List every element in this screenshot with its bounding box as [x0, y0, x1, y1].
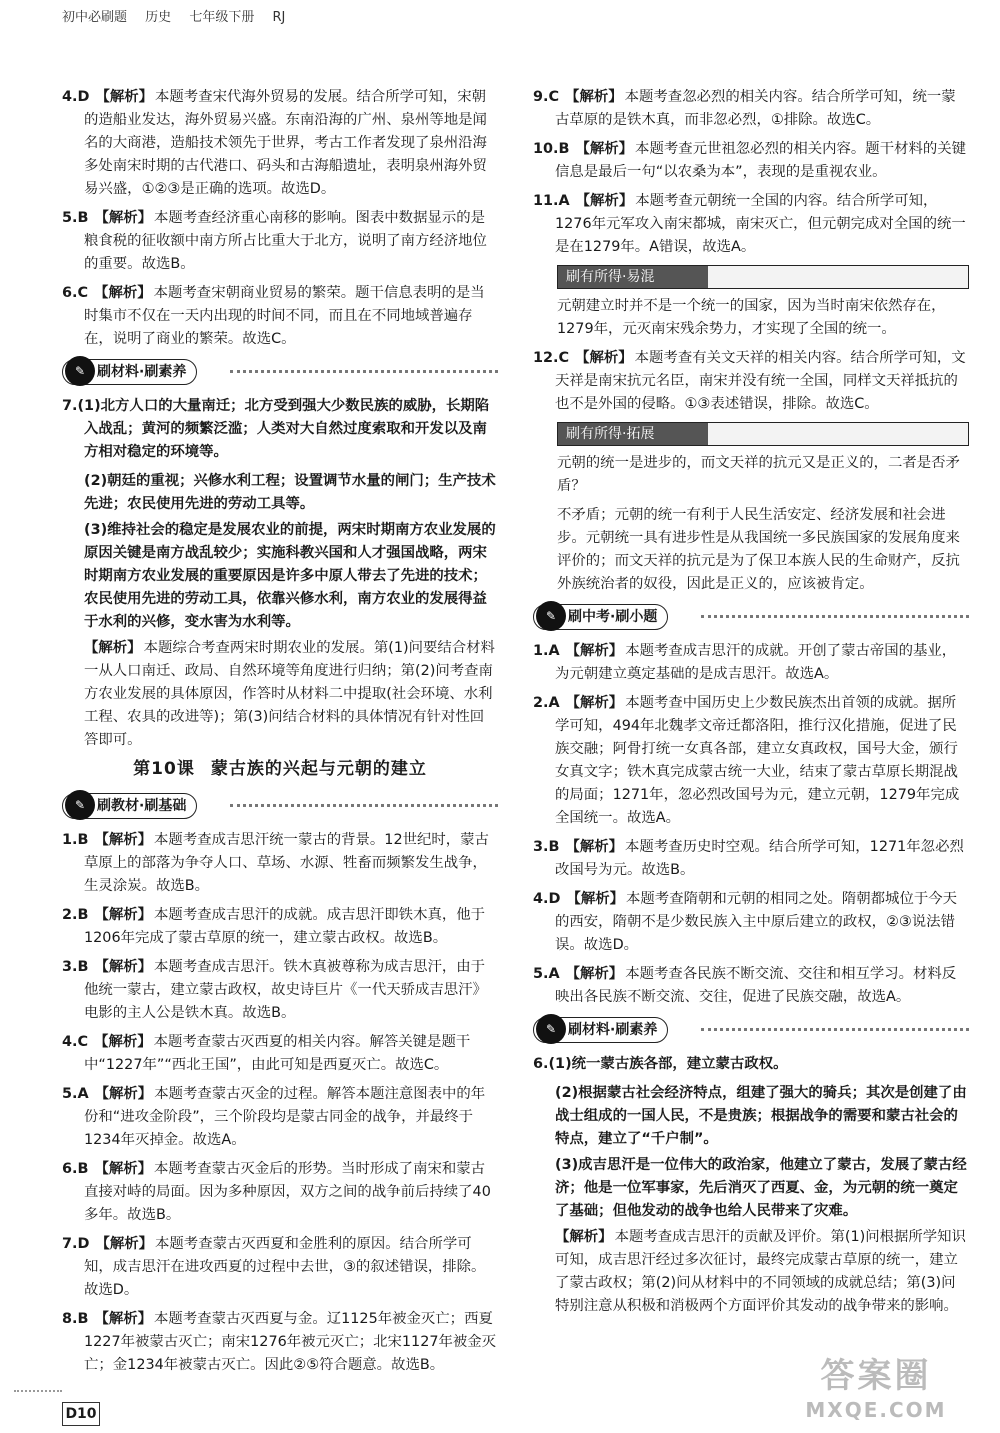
edition-name: RJ [272, 10, 286, 25]
subject-name: 历史 [145, 10, 172, 25]
dotted-divider [701, 615, 969, 618]
answer-item: 1.A 【解析】 本题考查成吉思汗的成就。开创了蒙古帝国的基业，为元朝建立奠定基础的是成吉思汗。故选A。 [533, 643, 957, 682]
dotted-divider [701, 1028, 969, 1031]
answer-item: 6.(1)统一蒙古族各部，建立蒙古政权。 [533, 1056, 788, 1072]
tip-text: 元朝建立时并不是一个统一的国家，因为当时南宋依然存在，1279年，元灭南宋残余势力，才实现了全国的统一。 [557, 298, 946, 337]
answer-item: 7.(1)北方人口的大量南迁；北方受到强大少数民族的威胁，长期陷入战乱；黄河的频繁泛滥；人类对大自然过度索取和开发以及南方相对稳定的环境等。 [62, 398, 490, 460]
answer-item: 6.B 【解析】 本题考查蒙古灭金后的形势。当时形成了南宋和蒙古直接对峙的局面。因为多种原因，双方之间的战争前后持续了40多年。故选B。 [62, 1161, 491, 1223]
answer-item: 4.D 【解析】 本题考查隋朝和元朝的相同之处。隋朝都城位于今天的西安，隋朝不是少数民族入主中原后建立的政权，②③说法错误。故选D。 [533, 891, 958, 953]
series-name: 初中必刷题 [62, 10, 128, 25]
answer-item: 4.C 【解析】 本题考查蒙古灭西夏的相关内容。解答关键是题干中“1227年”“西北王国”，由此可知是西夏灭亡。故选C。 [62, 1034, 471, 1073]
dotted-divider [230, 804, 498, 807]
answer-item: 12.C 【解析】 本题考查有关文天祥的相关内容。结合所学可知，文天祥是南宋抗元名臣，南宋并没有统一全国，同样文天祥抵抗的也不是外国的侵略。①③表述错误，排除。故选C。 [533, 350, 966, 412]
watermark-url: MXQE.COM [805, 1398, 947, 1422]
answer-paragraph: (3)成吉思汗是一位伟大的政治家，他建立了蒙古，发展了蒙古经济；他是一位军事家，先后消灭了西夏、金，为元朝的统一奠定了基础；但他发动的战争也给人民带来了灾难。 [555, 1157, 967, 1219]
answer-item: 10.B 【解析】 本题考查元世祖忽必烈的相关内容。题干材料的关键信息是最后一句“以农桑为本”，表现的是重视农业。 [533, 141, 967, 180]
answer-item: 8.B 【解析】 本题考查蒙古灭西夏与金。辽1125年被金灭亡；西夏1227年被蒙古灭亡；南宋1276年被元灭亡；北宋1127年被金灭亡；金1234年被蒙古灭亡。因此②⑤符合题意。故选B。 [62, 1311, 497, 1373]
tip-bar: 刷有所得·易混 [557, 265, 969, 289]
watermark-text: 答案圈 [820, 1356, 932, 1396]
answer-item: 7.D 【解析】 本题考查蒙古灭西夏和金胜利的原因。结合所学可知，成吉思汗在进攻西夏的过程中去世，③的叙述错误，排除。故选D。 [62, 1236, 486, 1298]
dotted-divider [230, 370, 498, 373]
answer-item: 9.C 【解析】 本题考查忽必烈的相关内容。结合所学可知，统一蒙古草原的是铁木真，而非忽必烈，①排除。故选C。 [533, 89, 956, 128]
answer-item: 5.A 【解析】 本题考查各民族不断交流、交往和相互学习。材料反映出各民族不断交流、交往，促进了民族交融，故选A。 [533, 966, 957, 1005]
answer-paragraph: (2)朝廷的重视；兴修水利工程；设置调节水量的闸门；生产技术先进；农民使用先进的劳动工具等。 [84, 473, 496, 512]
answer-paragraph: (2)根据蒙古社会经济特点，组建了强大的骑兵；其次是创建了由战士组成的一国人民，不是贵族；根据战争的需要和蒙古社会的特点，建立了“千户制”。 [555, 1085, 967, 1147]
answer-item: 3.B 【解析】 本题考查历史时空观。结合所学可知，1271年忽必烈改国号为元。故选B。 [533, 839, 964, 878]
watermark [776, 1354, 976, 1432]
answer-paragraph: (3)维持社会的稳定是发展农业的前提，两宋时期南方农业发展的原因关键是南方战乱较少；实施科教兴国和人才强国战略，两宋时期南方农业发展的重要原因是许多中原人带去了先进的技术；农民使用先进的劳动工具，依靠兴修水利，南方农业的发展得益于水利的兴修，变水害为水利等。 [84, 522, 496, 630]
book-icon: ✎ [536, 1014, 566, 1044]
page-number: D10 [62, 1402, 100, 1426]
answer-item: 3.B 【解析】 本题考查成吉思汗。铁木真被尊称为成吉思汗，由于他统一蒙古，建立蒙古政权，故史诗巨片《一代天骄成吉思汗》电影的主人公是铁木真。故选B。 [62, 959, 487, 1021]
book-icon: ✎ [65, 356, 95, 386]
analysis-paragraph: 【解析】 本题综合考查两宋时期农业的发展。第(1)问要结合材料一从人口南迁、政局、自然环境等角度进行归纳；第(2)问考查南方农业发展的具体原因，作答时从材料二中提取(社会环境、水利工程、农具的改进等)；第(3)问结合材料的具体情况有针对性回答即可。 [84, 640, 495, 748]
tip-question: 元朝的统一是进步的，而文天祥的抗元又是正义的，二者是否矛盾？ [557, 455, 960, 494]
answer-item: 4.D 【解析】 本题考查宋代海外贸易的发展。结合所学可知，宋朝的造船业发达，海外贸易兴盛。东南沿海的广州、泉州等地是闻名的大商港，造船技术领先于世界，考古工作者发现了泉州沿海多处南宋时期的古代港口、码头和古海船遗址，表明泉州海外贸易兴盛，①②③是正确的选项。故选D。 [62, 89, 487, 197]
answer-item: 5.B 【解析】 本题考查经济重心南移的影响。图表中数据显示的是粮食税的征收额中南方所占比重大于北方，说明了南方经济地位的重要。故选B。 [62, 210, 487, 272]
right-column [533, 86, 969, 1323]
answer-item: 5.A 【解析】 本题考查蒙古灭金的过程。解答本题注意图表中的年份和“进攻金阶段”，三个阶段均是蒙古同金的战争，并最终于1234年灭掉金。故选A。 [62, 1086, 486, 1148]
running-header [62, 6, 299, 30]
answer-item: 1.B 【解析】 本题考查成吉思汗统一蒙古的背景。12世纪时，蒙古草原上的部落为争夺人口、草场、水源、牲畜而频繁发生战争，生灵涂炭。故选B。 [62, 832, 489, 894]
grade-name: 七年级下册 [189, 10, 255, 25]
tip-bar: 刷有所得·拓展 [557, 422, 969, 446]
answer-item: 11.A 【解析】 本题考查元朝统一全国的内容。结合所学可知，1276年元军攻入南宋都城，南宋灭亡，但元朝完成对全国的统一是在1279年。A错误，故选A。 [533, 193, 966, 255]
answer-item: 2.A 【解析】 本题考查中国历史上少数民族杰出首领的成就。据所学可知，494年北魏孝文帝迁都洛阳，推行汉化措施，促进了民族交融；阿骨打统一女真各部，建立女真政权，国号大金，颁行女真文字；铁木真完成蒙古统一大业，结束了蒙古草原长期混战的局面；1271年，忽必烈改国号为元，建立元朝，1279年完成全国统一。故选A。 [533, 695, 960, 826]
lesson-title: 第10课 蒙古族的兴起与元朝的建立 [133, 759, 427, 779]
analysis-paragraph: 【解析】 本题考查成吉思汗的贡献及评价。第(1)问根据所学知识可知，成吉思汗经过多次征讨，最终完成蒙古草原的统一，建立了蒙古政权；第(2)问从材料中的不同领域的成就总结；第(3)问特别注意从积极和消极两个方面评价其发动的战争带来的影响。 [555, 1229, 966, 1314]
book-icon: ✎ [536, 601, 566, 631]
answer-item: 2.B 【解析】 本题考查成吉思汗的成就。成吉思汗即铁木真，他于1206年完成了蒙古草原的统一，建立蒙古政权。故选B。 [62, 907, 486, 946]
footer-dots [14, 1390, 62, 1392]
section-banner: ✎ 刷教材·刷基础 [62, 791, 498, 821]
left-column [62, 86, 498, 1383]
section-banner: ✎ 刷材料·刷素养 [533, 1015, 969, 1045]
section-banner: ✎ 刷材料·刷素养 [62, 357, 498, 387]
tip-answer: 不矛盾；元朝的统一有利于人民生活安定、经济发展和社会进步。元朝统一具有进步性是从我国统一多民族国家的发展角度来评价的；而文天祥的抗元是为了保卫本族人民的生命财产，反抗外族统治者的奴役，因此是正义的，应该被肯定。 [557, 507, 960, 592]
book-icon: ✎ [65, 790, 95, 820]
answer-item: 6.C 【解析】 本题考查宋朝商业贸易的繁荣。题干信息表明的是当时集市不仅在一天内出现的时间不同，而且在不同地域普遍存在，说明了商业的繁荣。故选C。 [62, 285, 485, 347]
section-banner: ✎ 刷中考·刷小题 [533, 602, 969, 632]
